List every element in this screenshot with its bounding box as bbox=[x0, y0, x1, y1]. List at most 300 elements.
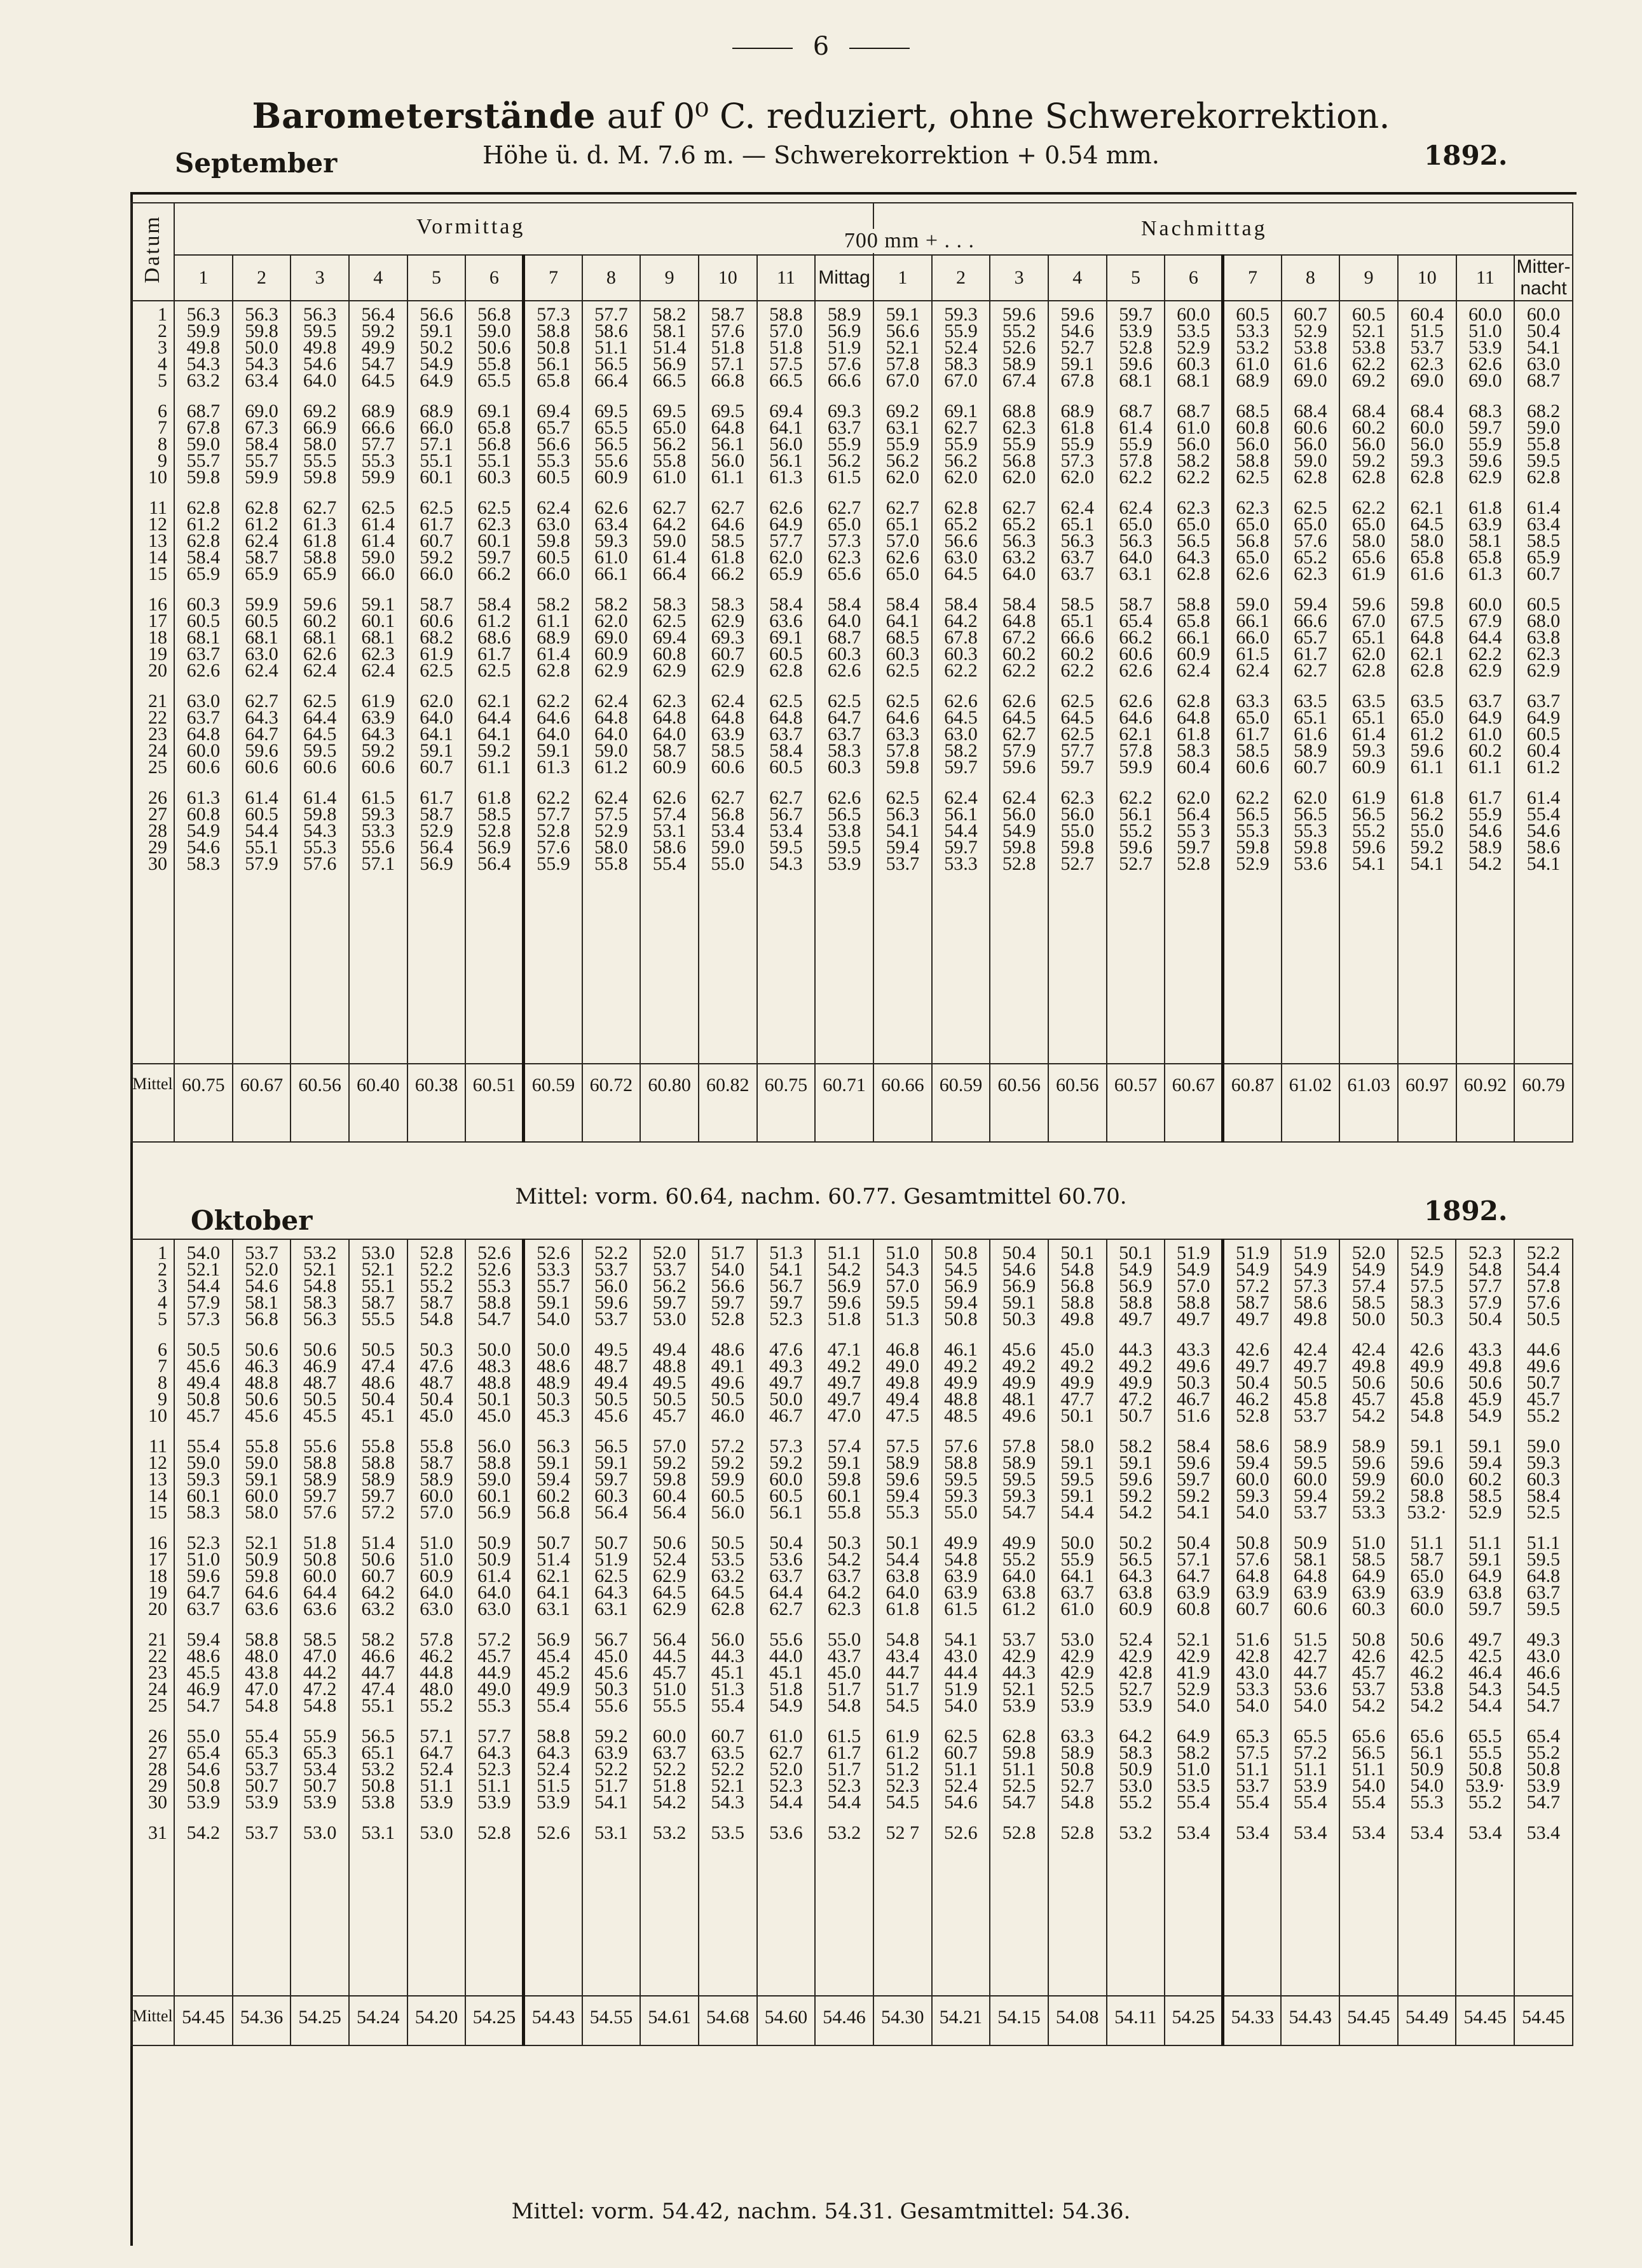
pressure-value: 50.8 bbox=[1060, 1759, 1094, 1780]
pressure-value: 61.4 bbox=[537, 643, 570, 664]
pressure-value: 55.4 bbox=[1351, 1792, 1386, 1813]
pressure-value: 53.4 bbox=[1351, 1822, 1386, 1843]
pressure-value: 59.5 bbox=[886, 1292, 919, 1313]
hour-column bbox=[932, 1239, 990, 1996]
pressure-value: 62.5 bbox=[420, 497, 453, 518]
pressure-value: 45.0 bbox=[420, 1405, 453, 1426]
pressure-value: 62.6 bbox=[827, 787, 861, 808]
hour-column bbox=[815, 301, 873, 1064]
pressure-value: 60.2 bbox=[1468, 1469, 1502, 1490]
pressure-value: 68.9 bbox=[1236, 370, 1269, 391]
pressure-value: 54.3 bbox=[1468, 1679, 1502, 1700]
pressure-value: 59.1 bbox=[827, 1452, 861, 1473]
pressure-value: 55.2 bbox=[420, 1275, 453, 1296]
pressure-value: 49.2 bbox=[827, 1356, 861, 1377]
pressure-value: 56.1 bbox=[944, 804, 978, 825]
pressure-value: 57.7 bbox=[769, 530, 803, 551]
mean-value: 54.08 bbox=[1048, 1996, 1107, 2045]
pressure-value: 65.1 bbox=[1351, 627, 1386, 648]
pressure-value: 50.5 bbox=[594, 1389, 628, 1410]
pressure-value: 54.7 bbox=[361, 354, 395, 375]
pressure-value: 55.9 bbox=[1060, 434, 1095, 455]
pressure-value: 57.6 bbox=[827, 354, 861, 375]
pressure-value: 61.4 bbox=[1119, 417, 1153, 438]
pressure-value: 61.4 bbox=[303, 787, 337, 808]
pressure-value: 49.8 bbox=[1351, 1356, 1386, 1377]
pressure-value: 62.6 bbox=[1119, 691, 1153, 711]
pressure-value: 53.9 bbox=[303, 1792, 337, 1813]
pressure-value: 54.6 bbox=[303, 354, 337, 375]
pressure-value: 62.0 bbox=[1060, 467, 1095, 488]
pressure-value: 50.1 bbox=[477, 1389, 511, 1410]
pressure-value: 64.4 bbox=[303, 1582, 337, 1603]
pressure-value: 59.8 bbox=[1002, 837, 1036, 858]
pressure-value: 52.0 bbox=[1351, 1242, 1386, 1263]
pressure-value: 60.9 bbox=[1351, 757, 1386, 778]
pressure-value: 51.7 bbox=[594, 1775, 628, 1796]
pressure-value: 54.6 bbox=[1468, 820, 1502, 841]
pressure-value: 59.1 bbox=[1060, 1452, 1094, 1473]
pressure-value: 61.5 bbox=[827, 1726, 861, 1747]
pressure-value: 64.7 bbox=[420, 1742, 453, 1763]
pressure-value: 56.9 bbox=[1119, 1275, 1153, 1296]
pressure-value: 56.5 bbox=[361, 1726, 395, 1747]
pressure-value: 56.0 bbox=[1002, 804, 1036, 825]
pressure-value: 60.8 bbox=[1176, 1598, 1210, 1619]
pressure-value: 62.6 bbox=[886, 547, 920, 568]
pressure-value: 53.4 bbox=[769, 820, 803, 841]
pressure-value: 56.8 bbox=[477, 434, 511, 455]
pressure-value: 49.4 bbox=[652, 1339, 687, 1360]
pressure-value: 53.2 bbox=[1119, 1822, 1153, 1843]
pressure-value: 50.6 bbox=[245, 1339, 278, 1360]
pressure-value: 60.2 bbox=[1468, 740, 1502, 761]
pressure-value: 54.1 bbox=[1526, 853, 1561, 874]
pressure-value: 60.0 bbox=[652, 1726, 687, 1747]
mean-value: 54.33 bbox=[1223, 1996, 1282, 2045]
pressure-value: 59.8 bbox=[303, 804, 337, 825]
pressure-value: 62.9 bbox=[652, 660, 687, 681]
pressure-value: 64.2 bbox=[361, 1582, 395, 1603]
pressure-value: 58.4 bbox=[186, 547, 221, 568]
pressure-value: 59.5 bbox=[827, 837, 861, 858]
day-number: 29 bbox=[148, 1775, 167, 1796]
pressure-value: 62.5 bbox=[477, 660, 511, 681]
pressure-value: 64.9 bbox=[1351, 1565, 1386, 1586]
pressure-value: 54.6 bbox=[944, 1792, 978, 1813]
pressure-value: 53.3 bbox=[1236, 1679, 1269, 1700]
pressure-value: 68.9 bbox=[361, 401, 395, 422]
pressure-value: 60.9 bbox=[594, 643, 628, 664]
pressure-value: 58.5 bbox=[1351, 1549, 1386, 1570]
pressure-value: 57.6 bbox=[1294, 530, 1327, 551]
pressure-value: 65.8 bbox=[1177, 610, 1210, 631]
pressure-value: 56.1 bbox=[769, 450, 803, 471]
pressure-value: 55.0 bbox=[186, 1726, 221, 1747]
pressure-value: 50.2 bbox=[1119, 1532, 1153, 1553]
pressure-value: 65.9 bbox=[1526, 547, 1561, 568]
pressure-value: 53.7 bbox=[1294, 1502, 1327, 1523]
pressure-value: 53.8 bbox=[1410, 1679, 1444, 1700]
pressure-value: 59.2 bbox=[711, 1452, 744, 1473]
pressure-value: 52.4 bbox=[420, 1759, 453, 1780]
pressure-value: 63.6 bbox=[769, 610, 803, 631]
pressure-value: 54.5 bbox=[886, 1792, 919, 1813]
day-number: 11 bbox=[149, 1436, 167, 1457]
pressure-value: 63.2 bbox=[186, 370, 221, 391]
pressure-value: 59.0 bbox=[186, 434, 221, 455]
hour-column bbox=[465, 1239, 524, 1996]
day-number: 30 bbox=[148, 1792, 167, 1813]
pressure-value: 47.4 bbox=[361, 1356, 395, 1377]
pressure-value: 54.9 bbox=[1351, 1259, 1386, 1280]
pressure-value: 55.3 bbox=[886, 1502, 919, 1523]
pressure-value: 50.9 bbox=[1119, 1759, 1153, 1780]
hour-column bbox=[1223, 1239, 1282, 1996]
pressure-value: 59.7 bbox=[1177, 837, 1210, 858]
pressure-value: 58.8 bbox=[1176, 1292, 1210, 1313]
pressure-value: 63.7 bbox=[1060, 1582, 1094, 1603]
pressure-value: 53.0 bbox=[361, 1242, 395, 1263]
pressure-value: 62.3 bbox=[652, 691, 687, 711]
pressure-value: 65.3 bbox=[303, 1742, 337, 1763]
pressure-value: 53.2 bbox=[652, 1822, 687, 1843]
pressure-value: 63.6 bbox=[303, 1598, 337, 1619]
hour-column bbox=[640, 1239, 699, 1996]
pressure-value: 54.3 bbox=[711, 1792, 744, 1813]
pressure-value: 60.7 bbox=[1294, 304, 1327, 325]
pressure-value: 64.4 bbox=[769, 1582, 803, 1603]
pressure-value: 64.3 bbox=[1177, 547, 1210, 568]
pressure-value: 44.0 bbox=[769, 1646, 803, 1667]
pressure-value: 46.2 bbox=[1236, 1389, 1269, 1410]
day-number: 2 bbox=[158, 1259, 167, 1280]
pressure-value: 60.0 bbox=[420, 1485, 453, 1506]
pressure-value: 49.8 bbox=[186, 337, 221, 358]
pressure-value: 49.7 bbox=[1119, 1309, 1153, 1330]
pressure-value: 59.9 bbox=[245, 594, 278, 615]
pressure-value: 48.1 bbox=[1002, 1389, 1036, 1410]
pressure-value: 69.0 bbox=[594, 627, 628, 648]
pressure-value: 62.3 bbox=[1410, 354, 1444, 375]
pressure-value: 50.7 bbox=[1526, 1372, 1561, 1393]
pressure-value: 64.6 bbox=[886, 707, 920, 728]
pressure-value: 52.5 bbox=[1002, 1775, 1036, 1796]
oktober-summary: Mittel: vorm. 54.42, nachm. 54.31. Gesamtmittel: 54.36. bbox=[511, 2199, 1131, 2224]
pressure-value: 60.9 bbox=[1119, 1598, 1153, 1619]
pressure-value: 45.8 bbox=[1410, 1389, 1444, 1410]
pressure-value: 56.0 bbox=[1351, 434, 1386, 455]
pressure-value: 60.5 bbox=[711, 1485, 744, 1506]
pressure-value: 51.1 bbox=[477, 1775, 511, 1796]
pressure-value: 50.4 bbox=[1002, 1242, 1036, 1263]
pressure-value: 56.2 bbox=[652, 434, 687, 455]
pressure-value: 68.1 bbox=[1119, 370, 1153, 391]
pressure-value: 60.4 bbox=[1526, 740, 1561, 761]
pressure-value: 65.2 bbox=[1294, 547, 1327, 568]
pressure-value: 56.9 bbox=[827, 320, 861, 341]
pressure-value: 66.9 bbox=[303, 417, 337, 438]
pressure-value: 69.2 bbox=[303, 401, 337, 422]
pressure-value: 60.0 bbox=[186, 740, 221, 761]
pressure-value: 55.2 bbox=[1119, 1792, 1153, 1813]
mean-value: 60.38 bbox=[407, 1064, 466, 1142]
pressure-value: 61.8 bbox=[477, 787, 511, 808]
hour-column bbox=[873, 1239, 932, 1996]
pressure-value: 61.5 bbox=[827, 467, 861, 488]
pressure-value: 61.9 bbox=[1351, 787, 1386, 808]
pressure-value: 53.0 bbox=[1119, 1775, 1153, 1796]
pressure-value: 65.5 bbox=[1468, 1726, 1502, 1747]
pressure-value: 59.1 bbox=[1119, 1452, 1153, 1473]
pressure-value: 61.3 bbox=[186, 787, 221, 808]
pressure-value: 59.8 bbox=[1294, 837, 1327, 858]
pressure-value: 66.2 bbox=[1119, 627, 1153, 648]
pressure-value: 59.1 bbox=[1060, 354, 1095, 375]
pressure-value: 63.4 bbox=[594, 514, 628, 535]
pressure-value: 62.8 bbox=[1294, 467, 1327, 488]
pressure-value: 58.8 bbox=[1236, 450, 1269, 471]
pressure-value: 64.8 bbox=[711, 417, 744, 438]
pressure-value: 44.7 bbox=[1294, 1662, 1327, 1683]
pressure-value: 63.9 bbox=[944, 1582, 978, 1603]
pressure-value: 62.2 bbox=[1177, 467, 1210, 488]
hour-header: 2 bbox=[233, 255, 291, 301]
pressure-value: 52.2 bbox=[711, 1759, 744, 1780]
pressure-value: 54.0 bbox=[1176, 1695, 1210, 1716]
pressure-value: 62.7 bbox=[944, 417, 978, 438]
pressure-value: 56.3 bbox=[886, 804, 920, 825]
pressure-value: 54.0 bbox=[944, 1695, 978, 1716]
pressure-value: 65.5 bbox=[1294, 1726, 1327, 1747]
pressure-value: 51.0 bbox=[652, 1679, 687, 1700]
pressure-value: 53.5 bbox=[711, 1822, 744, 1843]
pressure-value: 49.8 bbox=[1468, 1356, 1502, 1377]
pressure-value: 42.6 bbox=[1351, 1646, 1386, 1667]
pressure-value: 54.1 bbox=[1410, 853, 1444, 874]
pressure-value: 66.0 bbox=[420, 563, 453, 584]
pressure-value: 64.4 bbox=[477, 707, 511, 728]
pressure-value: 52.0 bbox=[652, 1242, 687, 1263]
mean-value: 60.75 bbox=[757, 1064, 816, 1142]
pressure-value: 62.0 bbox=[1351, 643, 1386, 664]
pressure-value: 58.4 bbox=[769, 594, 803, 615]
pressure-value: 58.2 bbox=[1176, 1742, 1210, 1763]
pressure-value: 58.0 bbox=[1410, 530, 1444, 551]
pressure-value: 59.2 bbox=[769, 1452, 803, 1473]
day-number: 11 bbox=[149, 497, 167, 518]
pressure-value: 58.3 bbox=[652, 594, 687, 615]
pressure-value: 69.4 bbox=[537, 401, 570, 422]
mean-value: 54.30 bbox=[873, 1996, 932, 2045]
day-number: 27 bbox=[148, 1742, 167, 1763]
pressure-value: 54.4 bbox=[769, 1792, 803, 1813]
pressure-value: 56.5 bbox=[594, 434, 628, 455]
pressure-value: 57.6 bbox=[303, 1502, 337, 1523]
pressure-value: 61.8 bbox=[303, 530, 337, 551]
pressure-value: 51.1 bbox=[944, 1759, 978, 1780]
hour-column bbox=[524, 301, 582, 1064]
pressure-value: 62.1 bbox=[1119, 724, 1153, 745]
pressure-value: 62.4 bbox=[245, 660, 278, 681]
pressure-value: 52.6 bbox=[477, 1259, 511, 1280]
pressure-value: 62.8 bbox=[1177, 691, 1210, 711]
pressure-value: 55.6 bbox=[769, 1629, 803, 1650]
pressure-value: 52.3 bbox=[1468, 1242, 1502, 1263]
pressure-value: 49.5 bbox=[594, 1339, 628, 1360]
pressure-value: 53.7 bbox=[1236, 1775, 1269, 1796]
pressure-value: 46.4 bbox=[1468, 1662, 1502, 1683]
pressure-value: 56.8 bbox=[1002, 450, 1036, 471]
pressure-value: 52.2 bbox=[420, 1259, 453, 1280]
pressure-value: 52.8 bbox=[420, 1242, 453, 1263]
pressure-value: 53.5 bbox=[1176, 1775, 1210, 1796]
pressure-value: 61.3 bbox=[1468, 563, 1502, 584]
pressure-value: 59.7 bbox=[652, 1292, 687, 1313]
pressure-value: 56.0 bbox=[1060, 804, 1095, 825]
pressure-value: 58.3 bbox=[186, 1502, 221, 1523]
pressure-value: 56.1 bbox=[769, 1502, 803, 1523]
pressure-value: 51.9 bbox=[1294, 1242, 1327, 1263]
pressure-value: 65.1 bbox=[1060, 610, 1095, 631]
hour-header: 8 bbox=[582, 255, 641, 301]
pressure-value: 65.0 bbox=[1410, 1565, 1444, 1586]
pressure-value: 56.4 bbox=[361, 304, 395, 325]
pressure-value: 68.1 bbox=[1177, 370, 1210, 391]
pressure-value: 60.6 bbox=[303, 757, 337, 778]
pressure-value: 59.1 bbox=[1002, 1292, 1036, 1313]
pressure-value: 66.0 bbox=[361, 563, 395, 584]
pressure-value: 51.2 bbox=[886, 1759, 919, 1780]
pressure-value: 62.5 bbox=[594, 1565, 628, 1586]
mean-value: 60.80 bbox=[640, 1064, 699, 1142]
pressure-value: 57.7 bbox=[1468, 1275, 1502, 1296]
pressure-value: 62.4 bbox=[361, 660, 395, 681]
pressure-value: 59.7 bbox=[944, 757, 978, 778]
pressure-value: 57.8 bbox=[1526, 1275, 1561, 1296]
pressure-value: 62.6 bbox=[944, 691, 978, 711]
mean-value: 60.71 bbox=[815, 1064, 873, 1142]
day-number: 7 bbox=[158, 417, 167, 438]
pressure-value: 56.0 bbox=[769, 434, 803, 455]
pressure-value: 69.3 bbox=[711, 627, 744, 648]
pressure-value: 57.1 bbox=[711, 354, 744, 375]
day-column bbox=[131, 301, 174, 1064]
hour-header: 5 bbox=[407, 255, 466, 301]
pressure-value: 60.9 bbox=[594, 467, 628, 488]
pressure-value: 64.1 bbox=[420, 724, 453, 745]
pressure-value: 65.7 bbox=[537, 417, 570, 438]
pressure-value: 59.4 bbox=[1294, 594, 1327, 615]
header-row-periods bbox=[131, 203, 1573, 255]
pressure-value: 56.4 bbox=[420, 837, 453, 858]
pressure-value: 63.7 bbox=[186, 643, 221, 664]
pressure-value: 65.4 bbox=[1119, 610, 1153, 631]
pressure-value: 52.6 bbox=[537, 1822, 570, 1843]
pressure-value: 53.1 bbox=[652, 820, 687, 841]
mean-value: 54.11 bbox=[1107, 1996, 1165, 2045]
pressure-value: 56.9 bbox=[1002, 1275, 1036, 1296]
pressure-value: 50.5 bbox=[711, 1532, 744, 1553]
mean-value: 54.21 bbox=[932, 1996, 990, 2045]
pressure-value: 64.8 bbox=[1177, 707, 1210, 728]
mean-value: 54.45 bbox=[1339, 1996, 1398, 2045]
pressure-value: 56.2 bbox=[944, 450, 978, 471]
pressure-value: 58.3 bbox=[827, 740, 861, 761]
pressure-value: 55.9 bbox=[1468, 434, 1502, 455]
pressure-value: 58.9 bbox=[1002, 354, 1036, 375]
pressure-value: 58.8 bbox=[361, 1452, 395, 1473]
pressure-value: 53.7 bbox=[245, 1759, 278, 1780]
pressure-value: 45.8 bbox=[1294, 1389, 1327, 1410]
pressure-value: 42.9 bbox=[1119, 1646, 1153, 1667]
pressure-value: 42.5 bbox=[1410, 1646, 1444, 1667]
pressure-value: 64.0 bbox=[537, 724, 570, 745]
mean-value: 60.56 bbox=[1048, 1064, 1107, 1142]
pressure-value: 51.8 bbox=[827, 1309, 861, 1330]
pressure-value: 60.0 bbox=[1468, 594, 1502, 615]
day-number: 26 bbox=[148, 787, 167, 808]
pressure-value: 53.1 bbox=[361, 1822, 395, 1843]
pressure-value: 60.3 bbox=[1351, 1598, 1386, 1619]
mean-value: 54.25 bbox=[291, 1996, 349, 2045]
hour-column bbox=[1514, 301, 1573, 1064]
pressure-value: 54.7 bbox=[1002, 1502, 1036, 1523]
pressure-value: 60.3 bbox=[1177, 354, 1210, 375]
pressure-value: 62.5 bbox=[944, 1726, 978, 1747]
pressure-value: 57.6 bbox=[537, 837, 570, 858]
pressure-value: 62.2 bbox=[1351, 354, 1386, 375]
pressure-value: 61.5 bbox=[944, 1598, 978, 1619]
day-number: 8 bbox=[158, 1372, 167, 1393]
pressure-value: 60.0 bbox=[1410, 1469, 1444, 1490]
pressure-value: 65.3 bbox=[245, 1742, 278, 1763]
pressure-value: 66.0 bbox=[420, 417, 453, 438]
pressure-value: 49.9 bbox=[1002, 1532, 1036, 1553]
pressure-value: 50.2 bbox=[420, 337, 453, 358]
pressure-value: 57.3 bbox=[769, 1436, 803, 1457]
hour-column bbox=[990, 1239, 1048, 1996]
page-title: Barometerstände auf 0⁰ C. reduziert, ohne Schwerekorrektion. bbox=[252, 95, 1390, 136]
mean-value: 60.56 bbox=[291, 1064, 349, 1142]
pressure-value: 62.6 bbox=[303, 643, 337, 664]
pressure-value: 59.2 bbox=[1410, 837, 1444, 858]
day-number: 25 bbox=[148, 1695, 167, 1716]
pressure-value: 56.1 bbox=[1119, 804, 1153, 825]
pressure-value: 45.1 bbox=[769, 1662, 803, 1683]
pressure-value: 44.4 bbox=[944, 1662, 978, 1683]
hour-header: 3 bbox=[291, 255, 349, 301]
pressure-value: 51.7 bbox=[886, 1679, 919, 1700]
pressure-value: 53.9 bbox=[477, 1792, 511, 1813]
pressure-value: 54.0 bbox=[711, 1259, 744, 1280]
pressure-value: 59.3 bbox=[594, 530, 628, 551]
pressure-value: 59.5 bbox=[944, 1469, 978, 1490]
pressure-value: 57.8 bbox=[886, 354, 920, 375]
pressure-value: 62.3 bbox=[1526, 643, 1561, 664]
pressure-value: 50.0 bbox=[537, 1339, 570, 1360]
pressure-value: 52.8 bbox=[1177, 853, 1210, 874]
pressure-value: 56.0 bbox=[1410, 434, 1444, 455]
pressure-value: 56.2 bbox=[827, 450, 861, 471]
pressure-value: 51.7 bbox=[827, 1679, 861, 1700]
pressure-value: 50.0 bbox=[477, 1339, 511, 1360]
pressure-value: 55.2 bbox=[1119, 820, 1153, 841]
pressure-value: 58.6 bbox=[652, 837, 687, 858]
mean-value: 60.67 bbox=[233, 1064, 291, 1142]
pressure-value: 41.9 bbox=[1176, 1662, 1210, 1683]
pressure-value: 54.1 bbox=[769, 1259, 803, 1280]
